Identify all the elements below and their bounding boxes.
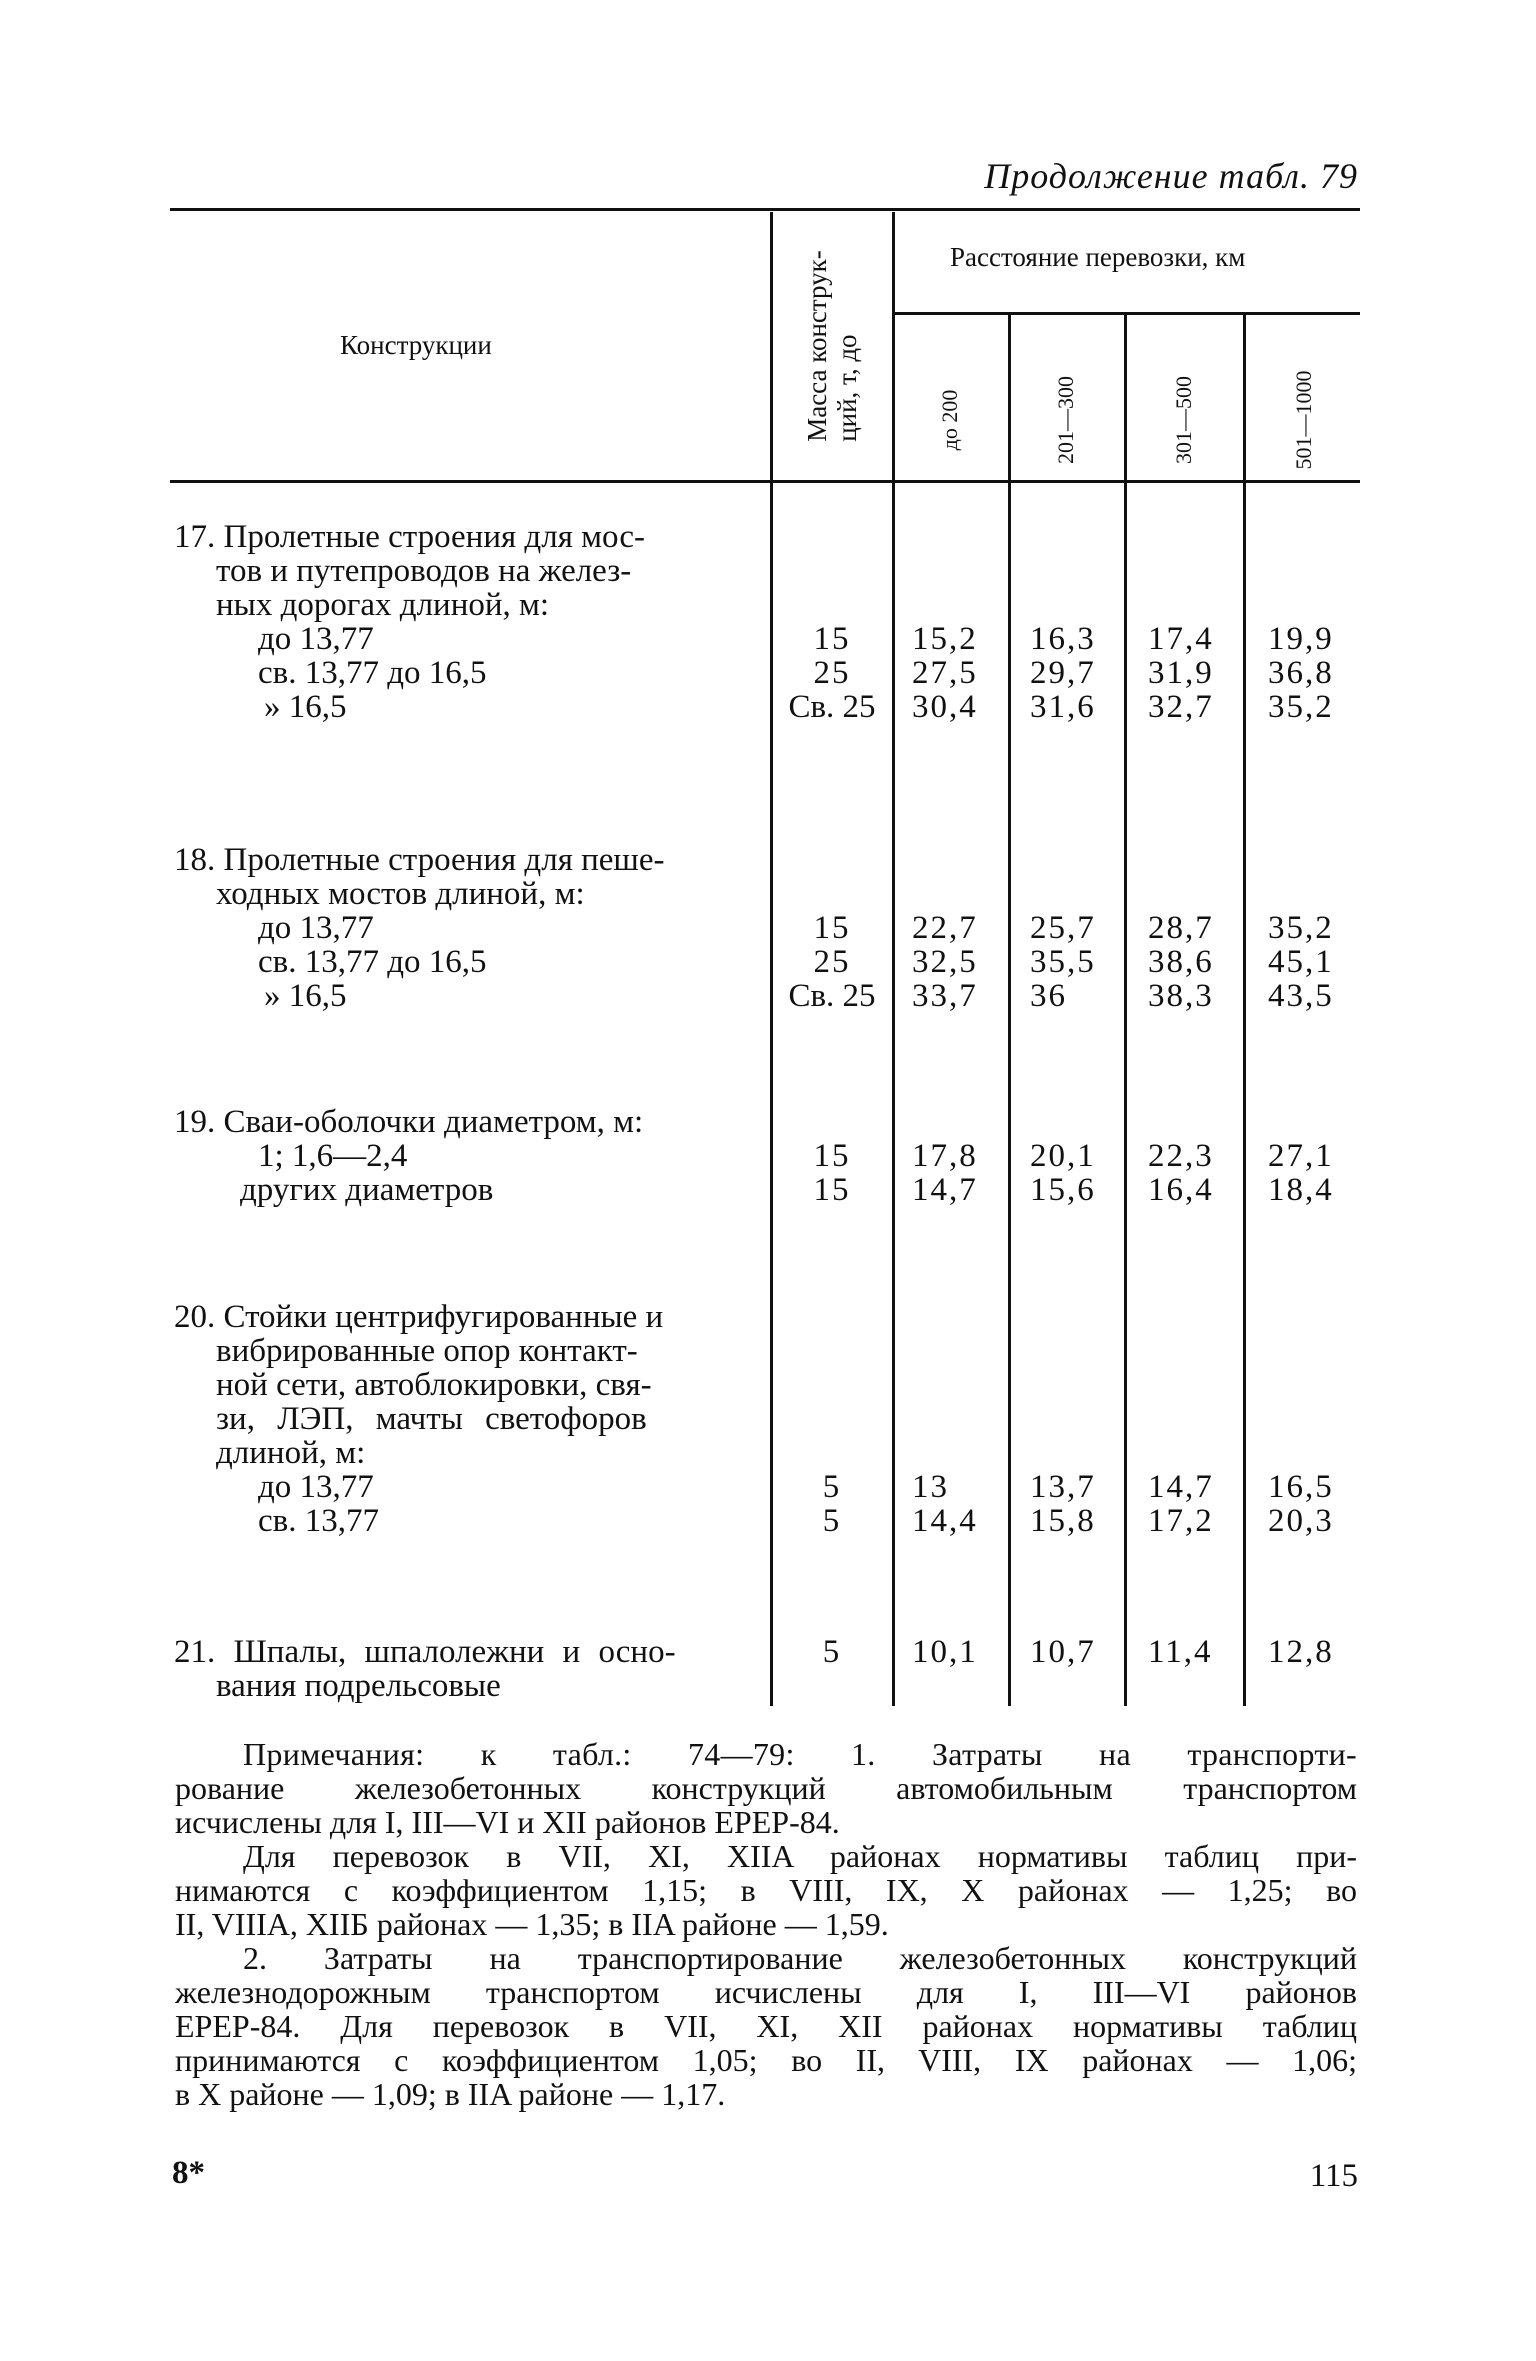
table-caption: Продолжение табл. 79	[984, 156, 1358, 196]
notes-line: ЕРЕР-84. Для перевозок в VII, XI, XII районах нормативы таблиц	[175, 2008, 1357, 2044]
notes-line: 2. Затраты на транспортирование железобетонных конструкций	[243, 1940, 1357, 1976]
values-d2	[1030, 911, 1096, 1013]
header-constructions: Конструкции	[340, 330, 492, 360]
values-d4	[1268, 622, 1334, 724]
values-d3	[1148, 1139, 1214, 1207]
row-sub-labels	[258, 911, 487, 1013]
values-d1	[912, 1139, 978, 1207]
notes-line: исчислены для I, III—VI и XII районов ЕРЕР-84.	[175, 1804, 840, 1840]
row-title-line: вибрированные опор контакт-	[216, 1333, 638, 1369]
table-top-rule	[170, 208, 1360, 211]
sheet-mark: 8*	[172, 2155, 205, 2191]
value-cell: 14,7	[1148, 1469, 1214, 1505]
mass-values	[776, 1470, 888, 1538]
value-cell: 22,7	[912, 910, 978, 946]
values-d2	[1030, 1635, 1096, 1669]
value-cell: 32,5	[912, 944, 978, 980]
value-cell: 28,7	[1148, 910, 1214, 946]
value-cell: 35,2	[1268, 910, 1334, 946]
mass-values	[776, 1139, 888, 1207]
value-cell: 43,5	[1268, 978, 1334, 1014]
value-cell: 16,3	[1030, 621, 1096, 657]
value-cell: 13,7	[1030, 1469, 1096, 1505]
row-title	[174, 843, 664, 911]
value-cell: 30,4	[912, 689, 978, 725]
row-title	[174, 1105, 643, 1139]
mass-cell: 25	[813, 944, 851, 980]
value-cell: 32,7	[1148, 689, 1214, 725]
value-cell: 35,2	[1268, 689, 1334, 725]
mass-cell: 25	[813, 655, 851, 691]
value-cell: 15,2	[912, 621, 978, 657]
value-cell: 16,4	[1148, 1172, 1214, 1208]
value-cell: 38,3	[1148, 978, 1214, 1014]
values-d2	[1030, 1139, 1096, 1207]
values-d3	[1148, 1635, 1213, 1669]
value-cell: 29,7	[1030, 655, 1096, 691]
value-cell: 15,8	[1030, 1503, 1096, 1539]
row-sub-labels	[258, 622, 487, 724]
value-cell: 31,6	[1030, 689, 1096, 725]
row-title-line: длиной, м:	[216, 1435, 366, 1471]
values-d1	[912, 622, 978, 724]
value-cell: 14,4	[912, 1503, 978, 1539]
value-cell: 19,9	[1268, 621, 1334, 657]
sub-label: » 16,5	[264, 978, 347, 1014]
header-mass	[802, 250, 862, 442]
notes-line: Примечания: к табл.: 74—79: 1. Затраты на транспорти-	[243, 1736, 1357, 1772]
row-title-line: 17. Пролетные строения для мос-	[174, 519, 645, 555]
value-cell: 10,1	[912, 1634, 978, 1670]
values-d4	[1268, 1139, 1334, 1207]
values-d1	[912, 1635, 978, 1669]
notes-line: Для перевозок в VII, XI, XIIA районах нормативы таблиц при-	[243, 1838, 1357, 1874]
mass-cell: 15	[813, 1138, 851, 1174]
sub-label: » 16,5	[264, 689, 347, 725]
notes-line: II, VIIIA, XIIБ районах — 1,35; в IIA районе — 1,59.	[175, 1906, 889, 1942]
mass-cell: 15	[813, 910, 851, 946]
value-cell: 36,8	[1268, 655, 1334, 691]
row-title-line: ходных мостов длиной, м:	[216, 876, 585, 912]
values-d3	[1148, 622, 1214, 724]
value-cell: 12,8	[1268, 1634, 1334, 1670]
row-title	[174, 1300, 663, 1470]
sub-label: св. 13,77	[258, 1503, 379, 1539]
mass-cell: 5	[822, 1469, 842, 1505]
column-divider-d3	[1124, 314, 1127, 1706]
values-d4	[1268, 911, 1334, 1013]
row-title-line: 20. Стойки центрифугированные и	[174, 1299, 664, 1335]
values-d4	[1268, 1470, 1334, 1538]
mass-values	[776, 622, 888, 724]
values-d2	[1030, 1470, 1096, 1538]
column-divider-d4	[1243, 314, 1246, 1706]
value-cell: 22,3	[1148, 1138, 1214, 1174]
values-d1	[912, 1470, 978, 1538]
sub-label: других диаметров	[240, 1172, 494, 1208]
notes-line: нимаются с коэффициентом 1,15; в VIII, IX, X районах — 1,25; во	[175, 1872, 1357, 1908]
row-title	[174, 1635, 676, 1703]
value-cell: 35,5	[1030, 944, 1096, 980]
mass-cell: Св. 25	[788, 978, 876, 1014]
value-cell: 31,9	[1148, 655, 1214, 691]
sub-label: 1; 1,6—2,4	[258, 1138, 408, 1174]
value-cell: 25,7	[1030, 910, 1096, 946]
value-cell: 33,7	[912, 978, 978, 1014]
mass-cell: Св. 25	[788, 689, 876, 725]
header-range-2: 201—300	[1053, 376, 1078, 464]
row-title-line: 21. Шпалы, шпалолежни и осно-	[174, 1634, 676, 1670]
mass-values	[776, 911, 888, 1013]
row-title-line: ных дорогах длиной, м:	[216, 587, 550, 623]
value-cell: 20,3	[1268, 1503, 1334, 1539]
header-mass-line1: Масса конструк-	[802, 250, 832, 442]
value-cell: 17,8	[912, 1138, 978, 1174]
header-range-1: до 200	[937, 389, 962, 451]
page-number: 115	[1309, 2158, 1358, 2194]
header-bottom-rule	[170, 480, 1360, 483]
value-cell: 27,5	[912, 655, 978, 691]
mass-cell: 5	[822, 1634, 842, 1670]
sub-label: до 13,77	[258, 910, 374, 946]
value-cell: 10,7	[1030, 1634, 1096, 1670]
row-title	[174, 520, 645, 622]
value-cell: 11,4	[1148, 1634, 1213, 1670]
value-cell: 36	[1030, 978, 1067, 1014]
value-cell: 20,1	[1030, 1138, 1096, 1174]
row-title-line: 19. Сваи-оболочки диаметром, м:	[174, 1104, 644, 1140]
column-divider-d2	[1008, 314, 1011, 1706]
row-title-line: тов и путепроводов на желез-	[216, 553, 632, 589]
notes-line: рование железобетонных конструкций автомобильным транспортом	[175, 1770, 1357, 1806]
values-d2	[1030, 622, 1096, 724]
column-divider-mass	[770, 212, 773, 1706]
notes-line: в X районе — 1,09; в IIA районе — 1,17.	[175, 2076, 726, 2112]
header-range-4: 501—1000	[1291, 370, 1316, 470]
values-d3	[1148, 1470, 1214, 1538]
sub-label: до 13,77	[258, 621, 374, 657]
sub-label: св. 13,77 до 16,5	[258, 944, 487, 980]
mass-cell: 15	[813, 621, 851, 657]
row-sub-labels	[258, 1470, 379, 1538]
row-sub-labels	[240, 1139, 493, 1207]
row-title-line: ной сети, автоблокировки, свя-	[216, 1367, 652, 1403]
header-mass-line2: ций, т, до	[832, 334, 862, 442]
row-title-line: зи, ЛЭП, мачты светофоров	[216, 1401, 647, 1437]
header-distance: Расстояние перевозки, км	[950, 242, 1246, 272]
notes-line: железнодорожным транспортом исчислены для I, III—VI районов	[175, 1974, 1357, 2010]
sub-label: св. 13,77 до 16,5	[258, 655, 487, 691]
value-cell: 38,6	[1148, 944, 1214, 980]
values-d1	[912, 911, 978, 1013]
notes	[175, 1737, 1357, 2111]
values-d4	[1268, 1635, 1334, 1669]
notes-line: принимаются с коэффициентом 1,05; во II, VIII, IX районах — 1,06;	[175, 2042, 1357, 2078]
value-cell: 27,1	[1268, 1138, 1334, 1174]
value-cell: 17,2	[1148, 1503, 1214, 1539]
value-cell: 17,4	[1148, 621, 1214, 657]
mass-values	[776, 1635, 888, 1669]
sub-label: до 13,77	[258, 1469, 374, 1505]
value-cell: 16,5	[1268, 1469, 1334, 1505]
value-cell: 14,7	[912, 1172, 978, 1208]
value-cell: 45,1	[1268, 944, 1334, 980]
row-title-line: 18. Пролетные строения для пеше-	[174, 842, 665, 878]
row-title-line: вания подрельсовые	[216, 1668, 501, 1704]
value-cell: 18,4	[1268, 1172, 1334, 1208]
value-cell: 13	[912, 1469, 949, 1505]
mass-cell: 5	[822, 1503, 842, 1539]
column-divider-d1	[892, 212, 895, 1706]
values-d3	[1148, 911, 1214, 1013]
value-cell: 15,6	[1030, 1172, 1096, 1208]
mass-cell: 15	[813, 1172, 851, 1208]
header-range-3: 301—500	[1171, 376, 1196, 464]
